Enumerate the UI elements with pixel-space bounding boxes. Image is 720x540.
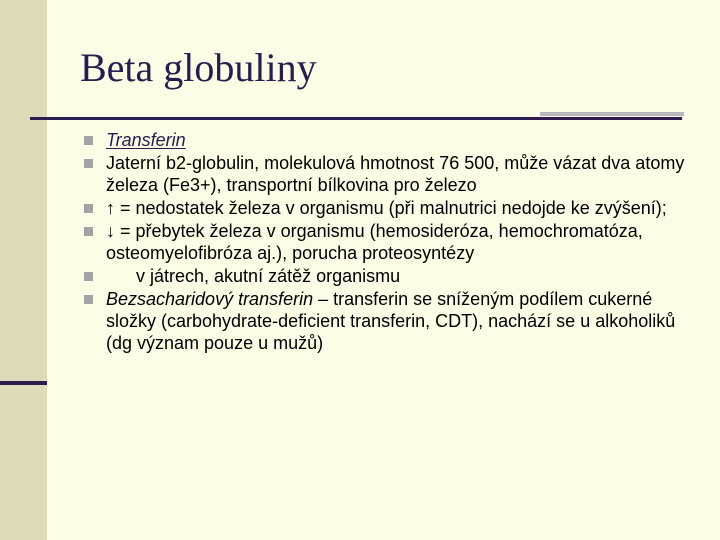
bullet-item-decrease — [84, 220, 704, 264]
bullet-text: Jaterní b2-globulin, molekulová hmotnost 76 500, může vázat dva atomy železa (Fe3+), transportní bílkovina pro železo — [106, 153, 685, 195]
bullet-text: – transferin se sníženým podílem cukerné složky (carbohydrate-deficient transferin, CDT), nachází se u alkoholiků (dg význam pouze u mužů) — [106, 289, 676, 353]
bullet-item-liver — [84, 265, 704, 287]
bullet-text: ↓ = přebytek železa v organismu (hemosideróza, hemochromatóza, osteomyelofibróza aj.), porucha proteosyntézy — [106, 221, 643, 263]
left-band-rule — [0, 381, 47, 385]
cdt-term: Bezsacharidový transferin — [106, 289, 314, 309]
title-rule — [30, 117, 682, 120]
square-bullet-icon — [84, 136, 93, 145]
square-bullet-icon — [84, 295, 93, 304]
square-bullet-icon — [84, 272, 93, 281]
left-decorative-band — [0, 0, 47, 540]
bullet-item-cdt — [84, 288, 704, 354]
square-bullet-icon — [84, 159, 93, 168]
title-rule-accent — [540, 112, 684, 116]
bullet-item-description — [84, 152, 704, 196]
bullet-item-transferin — [84, 129, 704, 151]
slide-title: Beta globuliny — [80, 45, 317, 90]
square-bullet-icon — [84, 204, 93, 213]
bullet-item-increase — [84, 197, 704, 219]
transferin-link[interactable]: Transferin — [106, 130, 186, 150]
bullet-text: v játrech, akutní zátěž organismu — [136, 266, 401, 286]
bullet-list — [84, 129, 704, 355]
square-bullet-icon — [84, 227, 93, 236]
bullet-text: ↑ = nedostatek železa v organismu (při malnutrici nedojde ke zvýšení); — [106, 198, 667, 218]
